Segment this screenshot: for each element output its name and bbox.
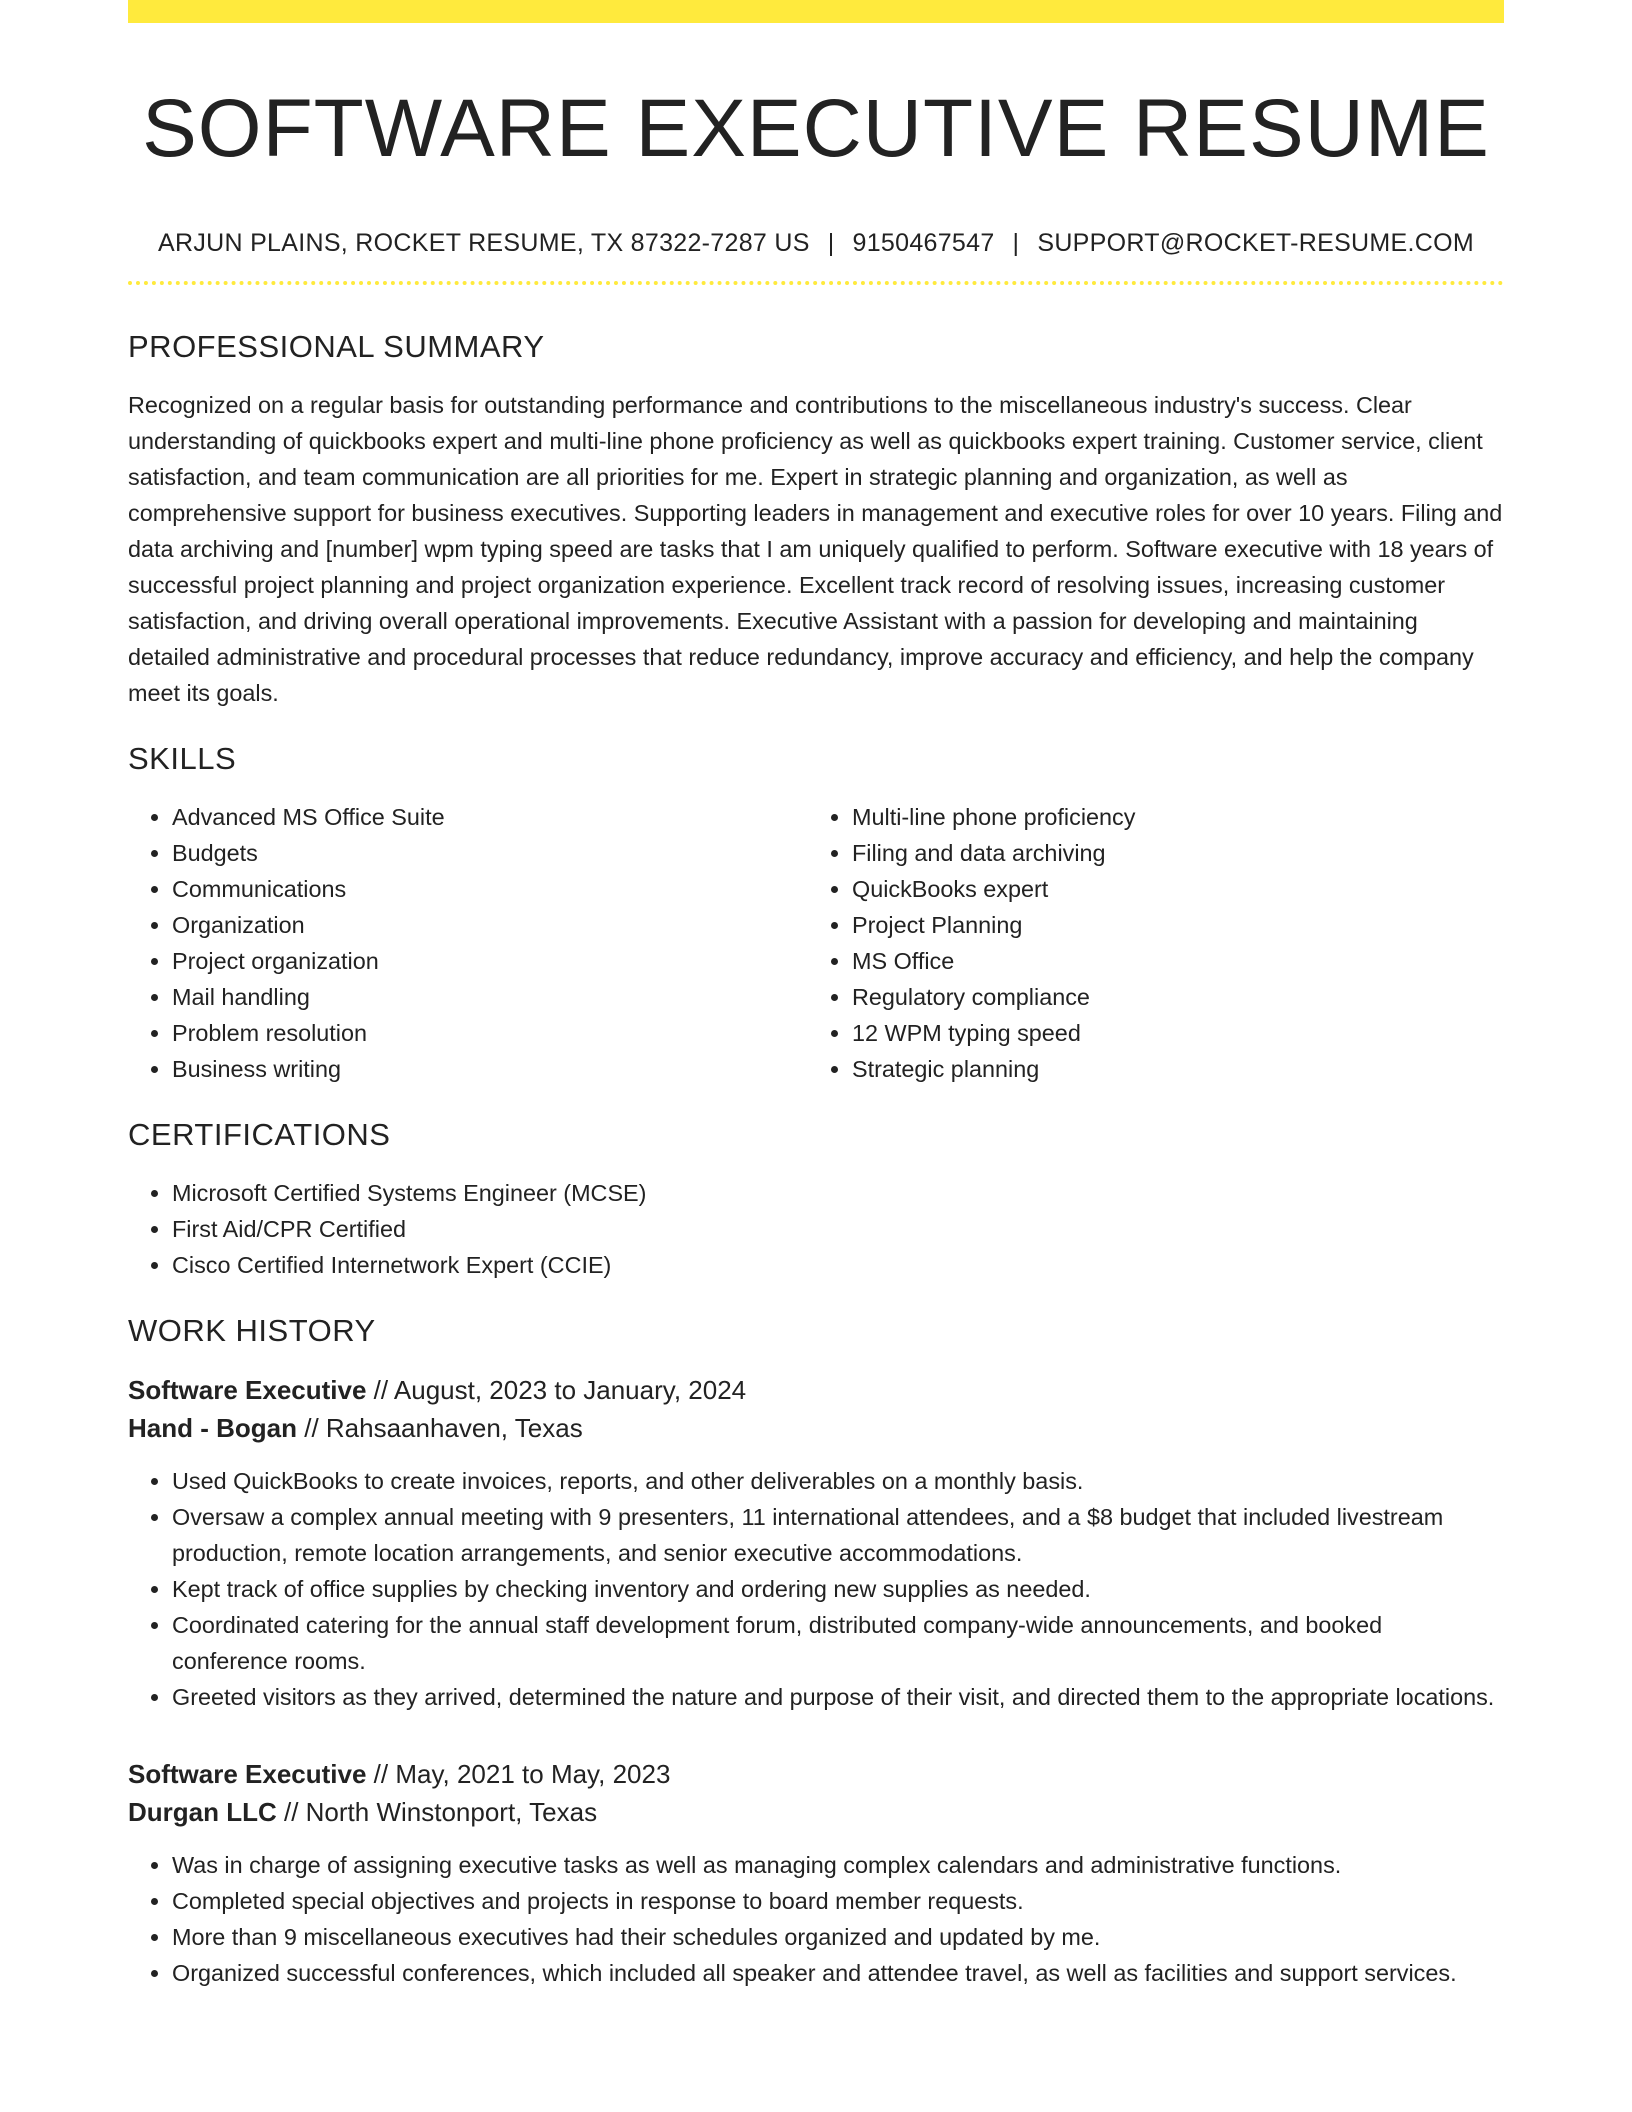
contact-address: ARJUN PLAINS, ROCKET RESUME, TX 87322-7287 US xyxy=(158,229,810,257)
skills-list xyxy=(128,799,1504,1087)
contact-line xyxy=(128,227,1504,259)
contact-email: SUPPORT@ROCKET-RESUME.COM xyxy=(1037,229,1474,257)
skills-heading: SKILLS xyxy=(128,741,237,776)
contact-separator: | xyxy=(1012,229,1020,257)
job-dates: // August, 2023 to January, 2024 xyxy=(366,1375,747,1405)
skill-item: • Business writing xyxy=(172,1051,812,1087)
job-role: Software Executive xyxy=(128,1375,367,1405)
resume-title: SOFTWARE EXECUTIVE RESUME xyxy=(142,83,1490,174)
certification-item: • First Aid/CPR Certified xyxy=(172,1211,1504,1247)
certification-item: • Microsoft Certified Systems Engineer (MCSE) xyxy=(172,1175,1504,1211)
job-entry xyxy=(128,1755,1504,1991)
header-divider xyxy=(128,281,1504,285)
contact-separator: | xyxy=(827,229,835,257)
skill-item: • Communications xyxy=(172,871,812,907)
job-title-line xyxy=(128,1371,1504,1409)
skills-column-right xyxy=(812,799,1492,1087)
job-role: Software Executive xyxy=(128,1759,367,1789)
job-bullet: • Greeted visitors as they arrived, determined the nature and purpose of their visit, and directed them to the appropriate locations. xyxy=(172,1679,1504,1715)
skill-item: • Advanced MS Office Suite xyxy=(172,799,812,835)
certifications-heading: CERTIFICATIONS xyxy=(128,1117,391,1152)
resume-page xyxy=(128,0,1504,1991)
job-company: Durgan LLC xyxy=(128,1797,277,1827)
certifications-list xyxy=(128,1175,1504,1283)
job-location: // North Winstonport, Texas xyxy=(276,1797,598,1827)
job-company-line xyxy=(128,1793,1504,1831)
contact-phone: 9150467547 xyxy=(852,229,995,257)
top-accent-bar xyxy=(128,0,1504,23)
work-history-heading: WORK HISTORY xyxy=(128,1313,376,1348)
skill-item: • 12 WPM typing speed xyxy=(852,1015,1492,1051)
skill-item: • Organization xyxy=(172,907,812,943)
skill-item: • Project Planning xyxy=(852,907,1492,943)
job-company: Hand - Bogan xyxy=(128,1413,297,1443)
job-bullets xyxy=(128,1847,1504,1991)
skill-item: • Project organization xyxy=(172,943,812,979)
skill-item: • QuickBooks expert xyxy=(852,871,1492,907)
skill-item: • Problem resolution xyxy=(172,1015,812,1051)
job-dates: // May, 2021 to May, 2023 xyxy=(366,1759,671,1789)
job-bullet: • Completed special objectives and projects in response to board member requests. xyxy=(172,1883,1504,1919)
skill-item: • Strategic planning xyxy=(852,1051,1492,1087)
skill-item: • Mail handling xyxy=(172,979,812,1015)
job-entry xyxy=(128,1371,1504,1715)
job-title-line xyxy=(128,1755,1504,1793)
job-bullet: • Kept track of office supplies by checking inventory and ordering new supplies as needed. xyxy=(172,1571,1504,1607)
skill-item: • Budgets xyxy=(172,835,812,871)
skill-item: • Multi-line phone proficiency xyxy=(852,799,1492,835)
skills-column-left xyxy=(128,799,812,1087)
job-bullet: • More than 9 miscellaneous executives had their schedules organized and updated by me. xyxy=(172,1919,1504,1955)
job-bullet: • Organized successful conferences, which included all speaker and attendee travel, as well as facilities and support services. xyxy=(172,1955,1504,1991)
job-company-line xyxy=(128,1409,1504,1447)
summary-text: Recognized on a regular basis for outstanding performance and contributions to the miscellaneous industry's success. Clear understanding of quickbooks expert and multi-line phone proficiency as well as quickbooks expert training. Customer service, client satisfaction, and team communication are all priorities for me. Expert in strategic planning and organization, as well as comprehensive support for business executives. Supporting leaders in management and executive roles for over 10 years. Filing and data archiving and [number] wpm typing speed are tasks that I am uniquely qualified to perform. Software executive with 18 years of successful project planning and project organization experience. Excellent track record of resolving issues, increasing customer satisfaction, and driving overall operational improvements. Executive Assistant with a passion for developing and maintaining detailed administrative and procedural processes that reduce redundancy, improve accuracy and efficiency, and help the company meet its goals. xyxy=(128,392,1503,706)
skill-item: • MS Office xyxy=(852,943,1492,979)
job-bullet: • Oversaw a complex annual meeting with 9 presenters, 11 international attendees, and a $8 budget that included livestream production, remote location arrangements, and senior executive accommodations. xyxy=(172,1499,1504,1571)
skill-item: • Regulatory compliance xyxy=(852,979,1492,1015)
summary-heading: PROFESSIONAL SUMMARY xyxy=(128,329,545,364)
certification-item: • Cisco Certified Internetwork Expert (CCIE) xyxy=(172,1247,1504,1283)
skill-item: • Filing and data archiving xyxy=(852,835,1492,871)
job-bullet: • Used QuickBooks to create invoices, reports, and other deliverables on a monthly basis. xyxy=(172,1463,1504,1499)
job-bullet: • Coordinated catering for the annual staff development forum, distributed company-wide announcements, and booked conference rooms. xyxy=(172,1607,1504,1679)
job-bullet: • Was in charge of assigning executive tasks as well as managing complex calendars and administrative functions. xyxy=(172,1847,1504,1883)
job-location: // Rahsaanhaven, Texas xyxy=(297,1413,583,1443)
job-bullets xyxy=(128,1463,1504,1715)
